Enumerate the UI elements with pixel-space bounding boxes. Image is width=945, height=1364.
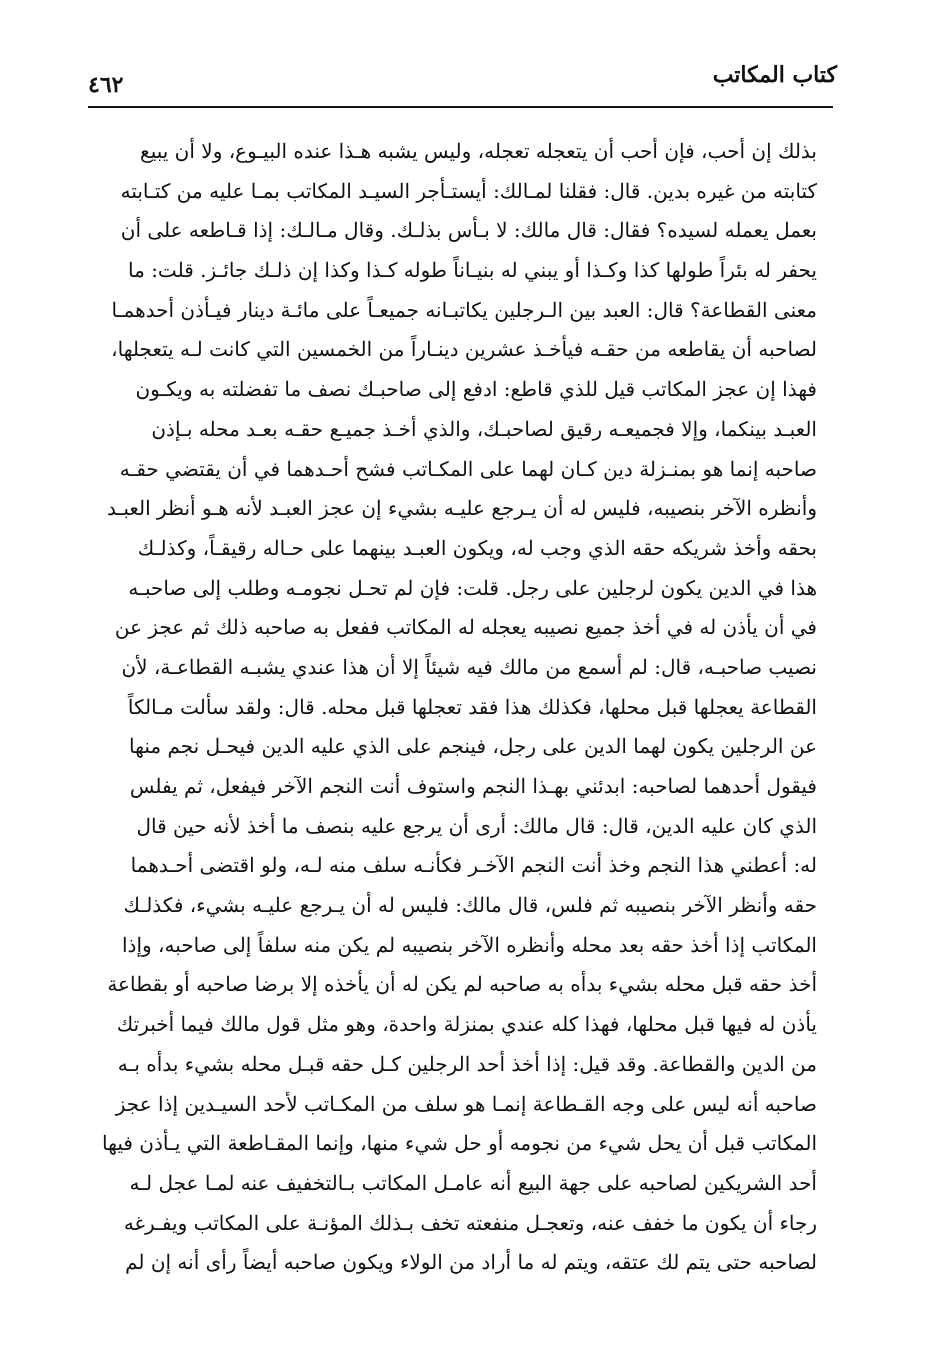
text-line: لصاحبه أن يقاطعه من حقـه فيأخـذ عشرين دينـاراً من الخمسين التي كانت لـه يتعجلها، (111, 337, 817, 362)
text-line: الذي كان عليه الدين، قال: قال مالك: أرى أن يرجع عليه بنصف ما أخذ لأنه حين قال (136, 813, 817, 838)
text-line: عن الرجلين يكون لهما الدين على رجل، فينجم على الذي عليه الدين فيحـل نجم منها (129, 734, 817, 759)
text-line: صاحبه أنه ليس على وجه القـطاعة إنمـا هو سلف من المكـاتب لأحد السيـدين إذا عجز (115, 1091, 817, 1116)
text-line: المكاتب إذا أخذ حقه بعد محله وأنظره الآخر بنصيبه لم يكن منه سلفاً إلى صاحبه، وإذا (122, 932, 817, 957)
text-line: هذا في الدين يكون لرجلين على رجل. قلت: فإن لم تحـل نجومـه وطلب إلى صاحبـه (128, 575, 817, 600)
text-line: رجاء أن يكون ما خفف عنه، وتعجـل منفعته تخف بـذلك المؤنـة على المكاتب ويفـرغه (123, 1210, 817, 1235)
text-line: أخذ حقه قبل محله بشيء بدأه به صاحبه لم يكن له أن يأخذه إلا برضا صاحبه أو بقطاعة (107, 972, 817, 997)
text-line: حقه وأنظر الآخر بنصيبه ثم فلس، قال مالك: فليس له أن يـرجع عليـه بشيء، فكذلـك (123, 893, 817, 918)
page-number: ٤٦٢ (88, 72, 124, 98)
text-line: وأنظره الآخر بنصيبه، فليس له أن يـرجع عليـه بشيء إن عجز العبـد لأنه هـو أنظر العبـد (106, 496, 817, 521)
text-line: المكاتب قبل أن يحل شيء من نجومه أو حل شيء منها، وإنما المقـاطعة التي يـأذن فيها (102, 1131, 817, 1156)
text-line: يأذن له فيها قبل محلها، فهذا كله عندي بمنزلة واحدة، وهو مثل قول مالك فيما أخبرتك (116, 1012, 817, 1037)
text-line: نصيب صاحبـه، قال: لم أسمع من مالك فيه شيئاً إلا أن هذا عندي يشبـه القطاعـة، لأن (121, 654, 817, 679)
text-line: معنى القطاعة؟ قال: العبد بين الـرجلين يكاتبـانه جميعـاً على مائـة دينار فيـأذن أحدهمـا (111, 297, 817, 322)
page-header (88, 62, 837, 112)
text-line: فهذا إن عجز المكاتب قيل للذي قاطع: ادفع إلى صاحبـك نصف ما تفضلته به ويكـون (135, 377, 817, 402)
text-line: في أن يأذن له في أخذ جميع نصيبه يعجله له المكاتب ففعل به صاحبه ذلك ثم عجز عن (114, 615, 817, 640)
running-title: كتاب المكاتب (712, 62, 837, 88)
text-line: أحد الشريكين لصاحبه على جهة البيع أنه عامـل المكاتب بـالتخفيف عنه لمـا عجل لـه (129, 1170, 817, 1195)
text-line: بذلك إن أحب، فإن أحب أن يتعجله تعجله، وليس يشبه هـذا عنده البيـوع، ولا أن يبيع (140, 139, 817, 163)
body-text (96, 132, 817, 1312)
text-line: من الدين والقطاعة. وقد قيل: إذا أخذ أحد الرجلين كـل حقه قبـل محله بشيء بدأه بـه (117, 1051, 817, 1076)
text-line: فيقول أحدهما لصاحبه: ابدئني بهـذا النجم واستوف أنت النجم الآخر فيفعل، ثم يفلس (129, 774, 817, 798)
text-line: بعمل يعمله لسيده؟ فقال: قال مالك: لا بـأس بذلـك. وقال مـالـك: إذا قـاطعه على أن (120, 218, 817, 243)
text-line: لصاحبه حتى يتم لك عتقه، ويتم له ما أراد من الولاء ويكون صاحبه أيضاً رأى أنه إن لم (125, 1250, 817, 1275)
text-line: القطاعة يعجلها قبل محلها، فكذلك هذا فقد تعجلها قبل محله. قال: ولقد سألت مـالكاً (127, 694, 817, 719)
text-line: كتابته من غيره بدين. قال: فقلنا لمـالك: أيستـأجر السيـد المكاتب بمـا عليه من كتـابته (120, 178, 817, 203)
text-line: يحفر له بئراً طولها كذا وكـذا أو يبني له بنيـاناً طوله كـذا وكذا إن ذلـك جائـز. قلت: ما (128, 258, 817, 283)
text-line: بحقه وأخذ شريكه حقه الذي وجب له، ويكون العبـد بينهما على حـاله رقيقـاً، وكذلـك (137, 535, 817, 560)
header-divider (88, 106, 833, 108)
text-line: له: أعطني هذا النجم وخذ أنت النجم الآخـر فكأنـه سلف منه لـه، ولو اقتضى أحـدهما (130, 853, 817, 878)
text-line: العبـد بينكما، وإلا فجميعـه رقيق لصاحبـك، والذي أخـذ جميـع حقـه بعـد محله بـإذن (151, 416, 817, 441)
text-line: صاحبه إنما هو بمنـزلة دين كـان لهما على المكـاتب فشح أحـدهما في أن يقتضي حقـه (119, 456, 817, 481)
